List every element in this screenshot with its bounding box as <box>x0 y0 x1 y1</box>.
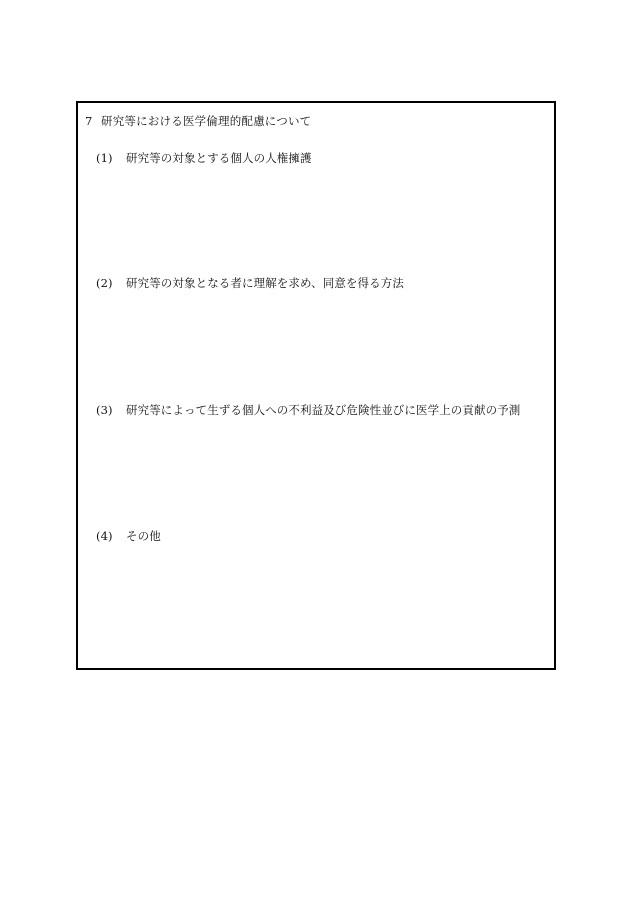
section-title-text: 研究等における医学倫理的配慮について <box>101 114 312 128</box>
item-number: (3) <box>96 403 113 417</box>
item-text: 研究等の対象となる者に理解を求め、同意を得る方法 <box>126 276 404 290</box>
form-box <box>76 101 556 670</box>
item-other <box>96 529 161 543</box>
item-text: 研究等の対象とする個人の人権擁護 <box>126 151 312 165</box>
item-text: 研究等によって生ずる個人への不利益及び危険性並びに医学上の貢献の予測 <box>126 403 521 417</box>
item-number: (4) <box>96 529 113 543</box>
item-number: (1) <box>96 151 113 165</box>
item-human-rights <box>96 151 312 165</box>
item-text: その他 <box>126 529 161 543</box>
item-number: (2) <box>96 276 113 290</box>
section-title <box>85 114 311 128</box>
section-number: 7 <box>85 114 93 128</box>
item-risk-prediction <box>96 403 520 417</box>
item-consent-method <box>96 276 404 290</box>
